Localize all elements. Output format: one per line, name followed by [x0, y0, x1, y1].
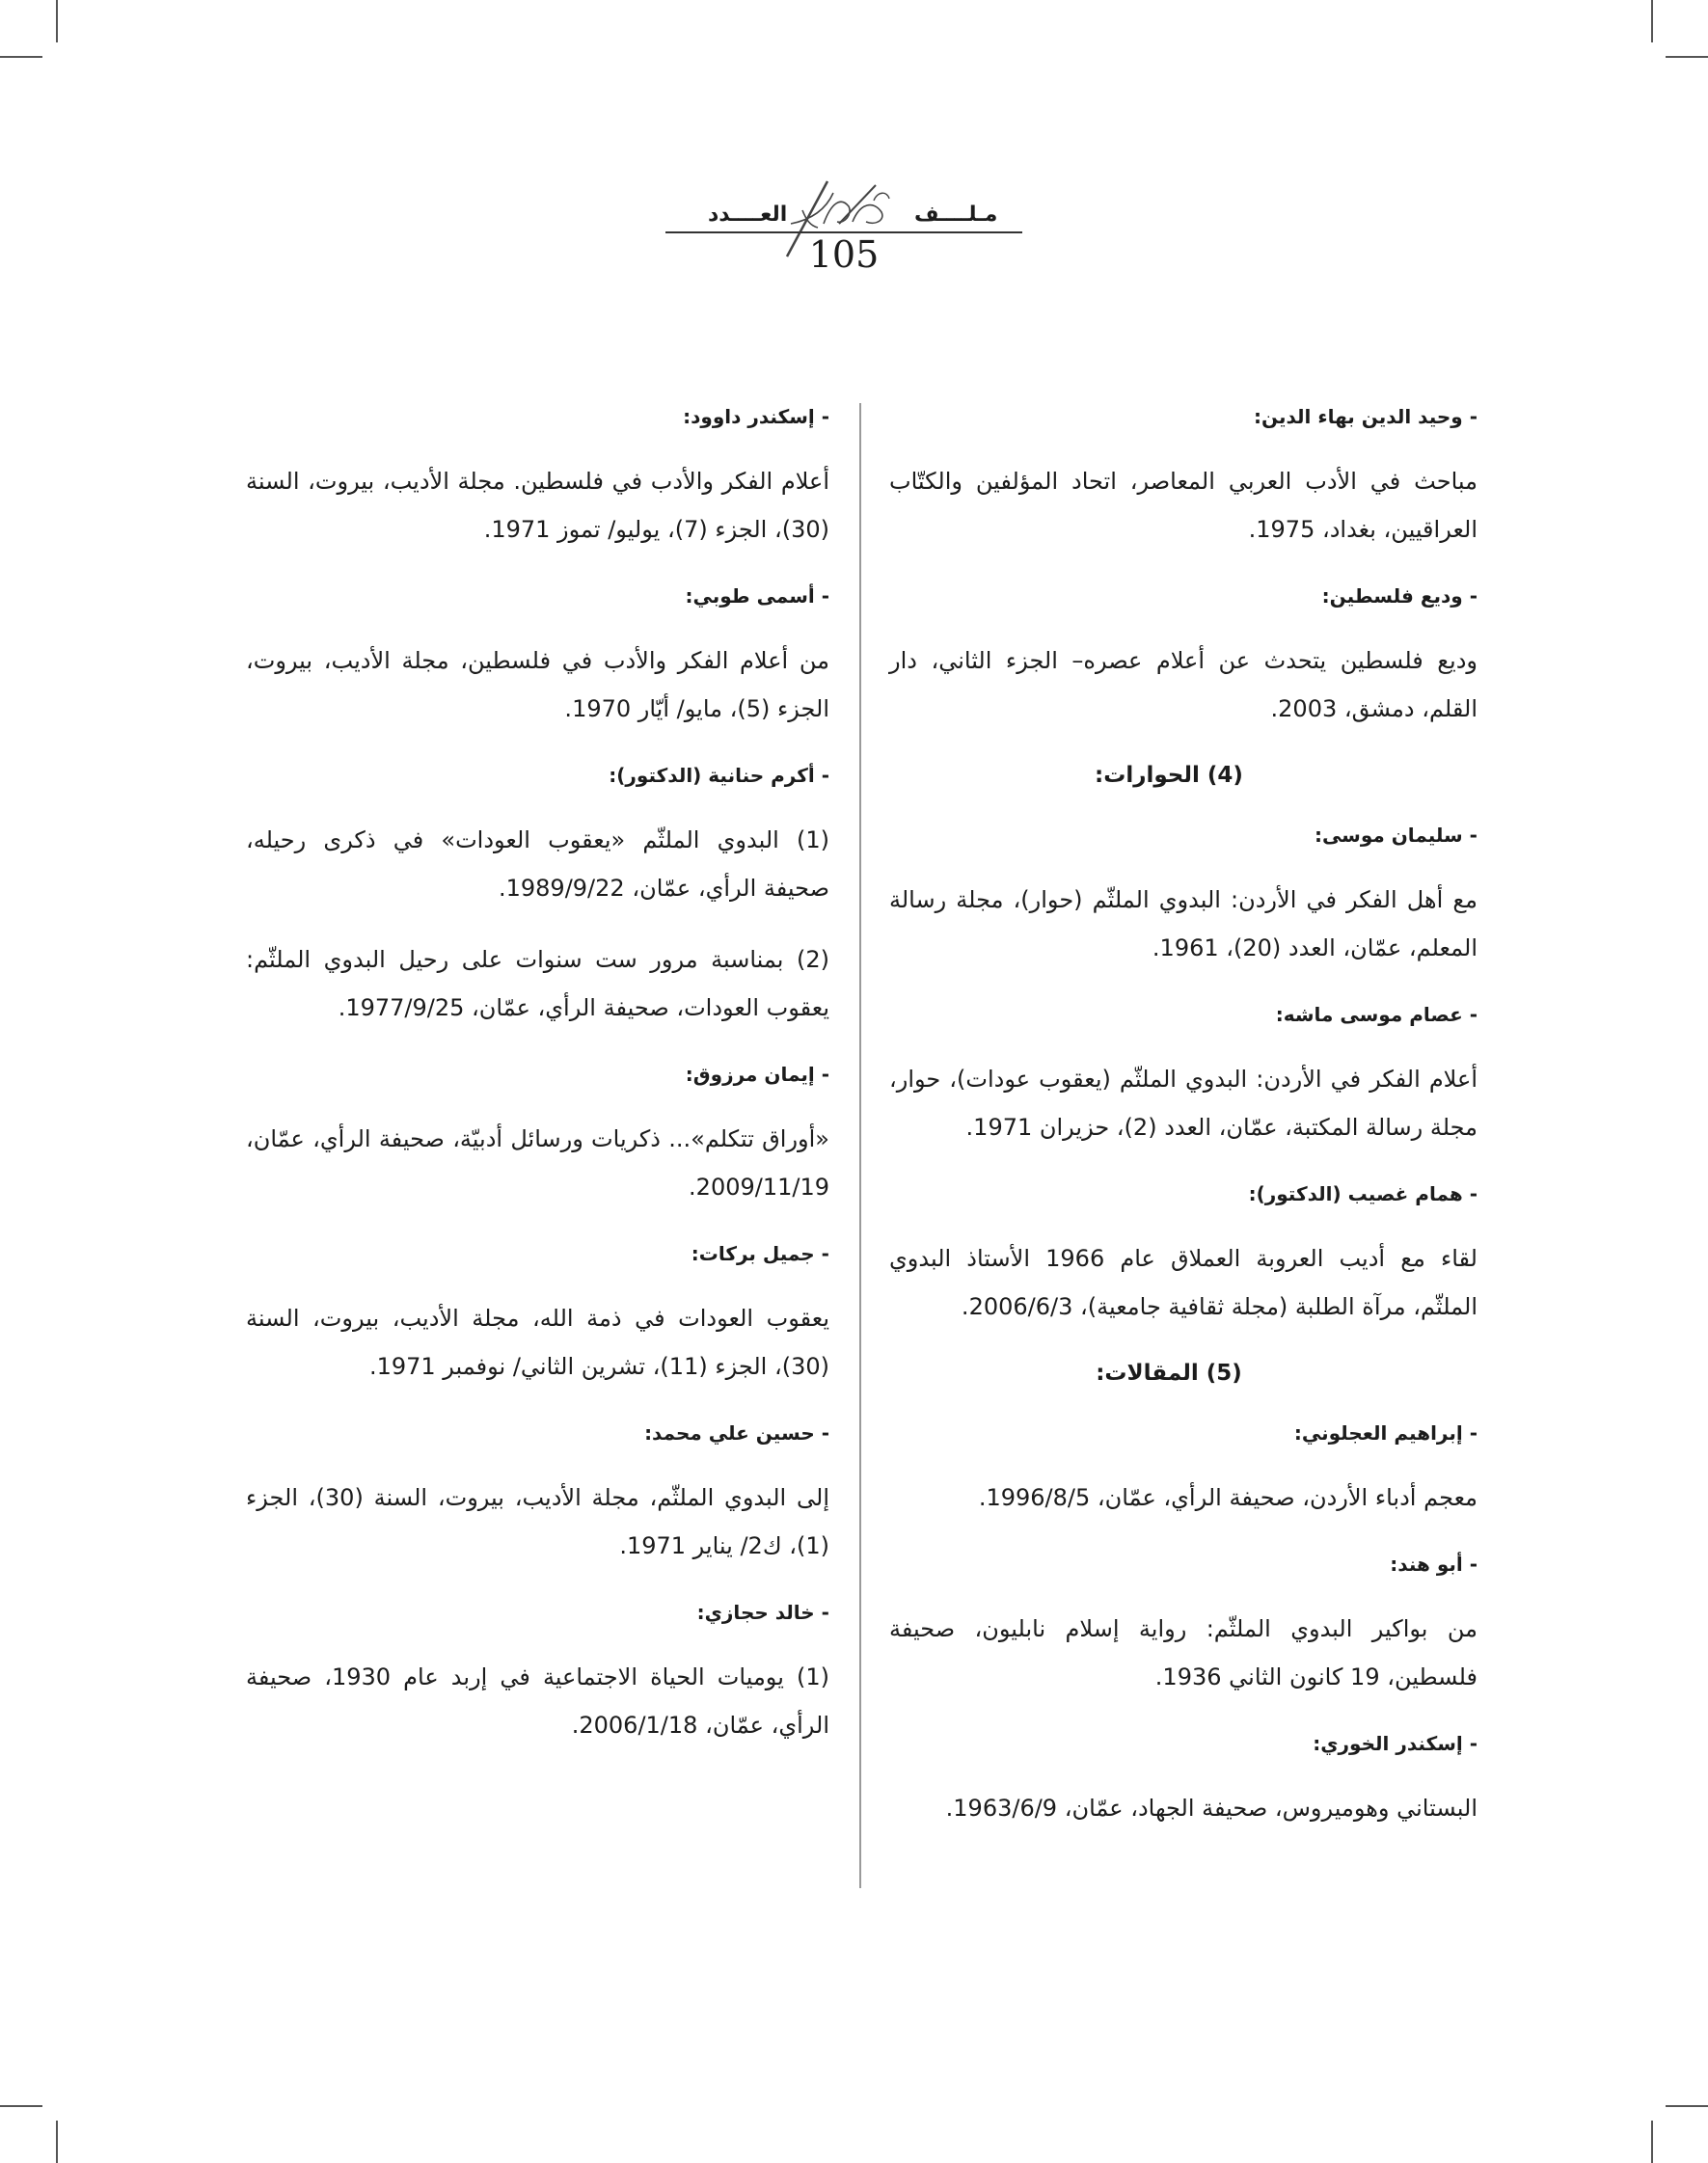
entry-author: - خالد حجازي:	[696, 1601, 829, 1624]
file-label: مـلــــف	[914, 203, 998, 227]
crop-mark	[0, 56, 42, 58]
column-divider	[859, 403, 861, 1888]
left-column	[246, 397, 829, 1772]
entry-citation: (2) بمناسبة مرور ست سنوات على رحيل البدوي الملثّم: يعقوب العودات، صحيفة الرأي، عمّان، 1977/9/25.	[246, 946, 829, 1021]
entry-citation: أعلام الفكر في الأردن: البدوي الملثّم (يعقوب عودات)، حوار، مجلة رسالة المكتبة، عمّان، العدد (2)، حزيران 1971.	[889, 1066, 1478, 1141]
entry-author: - همام غصيب (الدكتور):	[1248, 1182, 1478, 1205]
crop-mark	[1666, 56, 1708, 58]
crop-mark	[0, 2105, 42, 2107]
entry-citation: من أعلام الفكر والأدب في فلسطين، مجلة الأديب، بيروت، الجزء (5)، مايو/ أيّار 1970.	[246, 647, 829, 722]
section-heading-articles: (5) المقالات:	[1096, 1361, 1242, 1386]
entry-author: - سليمان موسى:	[1314, 824, 1478, 847]
entry-citation: معجم أدباء الأردن، صحيفة الرأي، عمّان، 1996/8/5.	[978, 1484, 1478, 1511]
crop-mark	[1666, 2105, 1708, 2107]
entry-author: - أبو هند:	[1390, 1553, 1478, 1576]
entry-author: - جميل بركات:	[691, 1242, 829, 1265]
entry-citation: وديع فلسطين يتحدث عن أعلام عصره– الجزء الثاني، دار القلم، دمشق، 2003.	[889, 647, 1478, 722]
crop-mark	[1651, 0, 1653, 42]
entry-citation: لقاء مع أديب العروبة العملاق عام 1966 الأستاذ البدوي الملثّم، مرآة الطلبة (مجلة ثقافية جامعية)، 2006/6/3.	[889, 1245, 1478, 1320]
entry-citation: (1) يوميات الحياة الاجتماعية في إربد عام 1930، صحيفة الرأي، عمّان، 2006/1/18.	[246, 1663, 829, 1739]
entry-citation: (1) البدوي الملثّم «يعقوب العودات» في ذكرى رحيله، صحيفة الرأي، عمّان، 1989/9/22.	[246, 826, 829, 902]
issue-label: العــــدد	[708, 203, 788, 227]
entry-author: - أكرم حنانية (الدكتور):	[609, 764, 829, 787]
entry-citation: «أوراق تتكلم»... ذكريات ورسائل أدبيّة، صحيفة الرأي، عمّان، 2009/11/19.	[246, 1125, 829, 1201]
right-column	[889, 397, 1478, 1855]
page-number: 105	[808, 233, 880, 276]
crop-mark	[56, 2121, 58, 2163]
entry-author: - أسمى طوبي:	[685, 584, 829, 608]
entry-author: - وديع فلسطين:	[1321, 584, 1478, 608]
entry-citation: البستاني وهوميروس، صحيفة الجهاد، عمّان، 1963/6/9.	[945, 1795, 1478, 1822]
entry-citation: إلى البدوي الملثّم، مجلة الأديب، بيروت، السنة (30)، الجزء (1)، ك2/ يناير 1971.	[246, 1484, 829, 1559]
entry-author: - إبراهيم العجلوني:	[1293, 1421, 1478, 1445]
entry-citation: من بواكير البدوي الملثّم: رواية إسلام نابليون، صحيفة فلسطين، 19 كانون الثاني 1936.	[889, 1615, 1478, 1690]
entry-author: - إسكندر داوود:	[683, 405, 829, 428]
crop-mark	[56, 0, 58, 42]
entry-author: - حسين علي محمد:	[644, 1421, 829, 1445]
entry-author: - إيمان مرزوق:	[685, 1063, 829, 1086]
entry-author: - وحيد الدين بهاء الدين:	[1253, 405, 1478, 428]
entry-author: - إسكندر الخوري:	[1313, 1732, 1478, 1755]
entry-author: - عصام موسى ماشه:	[1275, 1003, 1478, 1026]
page-header	[637, 174, 1051, 280]
entry-citation: مع أهل الفكر في الأردن: البدوي الملثّم (حوار)، مجلة رسالة المعلم، عمّان، العدد (20)، 1961.	[889, 886, 1478, 961]
crop-mark	[1651, 2121, 1653, 2163]
entry-citation: مباحث في الأدب العربي المعاصر، اتحاد المؤلفين والكتّاب العراقيين، بغداد، 1975.	[889, 468, 1478, 543]
entry-citation: يعقوب العودات في ذمة الله، مجلة الأديب، بيروت، السنة (30)، الجزء (11)، تشرين الثاني/ نوفمبر 1971.	[246, 1305, 829, 1380]
section-heading-interviews: (4) الحوارات:	[1095, 763, 1243, 788]
entry-citation: أعلام الفكر والأدب في فلسطين. مجلة الأديب، بيروت، السنة (30)، الجزء (7)، يوليو/ تموز 1971.	[246, 468, 829, 543]
